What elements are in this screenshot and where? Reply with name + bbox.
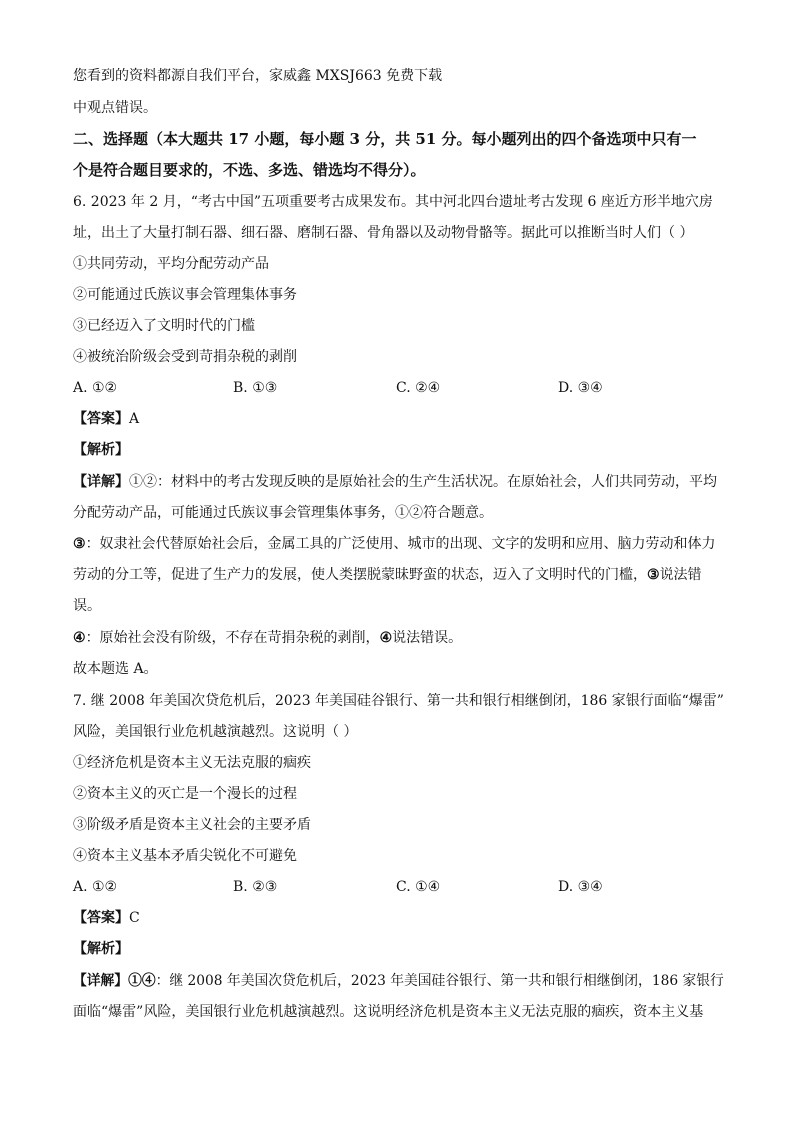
q7-answer-label: 【答案】 [73,910,129,926]
q6-detail-text3: ：奴隶社会代替原始社会后，金属工具的广泛使用、城市的出现、文字的发明和应用、脑力劳动和体力 [85,536,716,552]
q6-detail-line4 [73,565,702,585]
q7-option-b: B. ②③ [233,879,278,895]
q6-analysis [73,440,129,460]
q6-detail-line5: 误。 [73,598,101,614]
q7-detail-mark: ①④ [128,973,156,989]
q6-item-4: ④被统治阶级会受到苛捐杂税的剥削 [73,349,297,365]
q6-option-a: A. ①② [73,380,118,396]
q7-detail-line2: 面临“爆雷”风险，美国银行业危机越演越烈。这说明经济危机是资本主义无法克服的痼疾，资本主义基 [73,1004,704,1020]
q7-item-3: ③阶级矛盾是资本主义社会的主要矛盾 [73,817,311,833]
q6-detail-line6 [73,628,462,648]
q6-answer-label: 【答案】 [73,411,129,427]
q6-detail-text6: ：原始社会没有阶级，不存在苛捐杂税的剥削， [85,630,380,646]
q6-detail-label: 【详解】 [73,474,129,490]
q6-detail-mark4: ③ [647,567,660,583]
q6-stem-line2: 址，出土了大量打制石器、细石器、磨制石器、骨角器以及动物骨骼等。据此可以推断当时人们（ ） [73,225,694,241]
q7-detail-label: 【详解】 [73,973,129,989]
q6-conclusion: 故本题选 A。 [73,661,158,677]
q6-options [0,378,794,398]
watermark-text: 您看到的资料都源自我们平台，家威鑫 MXSJ663 免费下载 [73,68,443,84]
q6-answer [73,409,139,429]
q6-detail-text4-end: 说法错 [659,567,702,583]
q7-item-4: ④资本主义基本矛盾尖锐化不可避免 [73,848,297,864]
q7-item-2: ②资本主义的灭亡是一个漫长的过程 [73,786,297,802]
q6-detail-mark3: ③ [73,536,86,552]
q7-item-1: ①经济危机是资本主义无法克服的痼疾 [73,755,311,771]
q6-item-2: ②可能通过氏族议事会管理集体事务 [73,287,297,303]
q6-option-b: B. ①③ [233,380,278,396]
q6-analysis-label: 【解析】 [73,442,129,458]
q6-answer-value: A [129,411,140,427]
q7-detail-text1: ：继 2008 年美国次贷危机后，2023 年美国硅谷银行、第一共和银行相继倒闭，186 家银行 [155,973,724,989]
section-heading-line1: 二、选择题（本大题共 17 小题，每小题 3 分，共 51 分。每小题列出的四个备选项中只有一 [73,130,697,148]
q7-detail-line1 [73,971,724,991]
q7-analysis-label: 【解析】 [73,941,129,957]
q7-answer-value: C [129,910,140,926]
q7-stem-line2: 风险，美国银行业危机越演越烈。这说明（ ） [73,724,358,740]
q7-stem-line1: 7. 继 2008 年美国次贷危机后，2023 年美国硅谷银行、第一共和银行相继倒闭，186 家银行面临“爆雷” [73,693,724,709]
q6-detail-mark6: ④ [73,630,86,646]
q7-option-a: A. ①② [73,879,118,895]
q7-answer [73,908,140,928]
section-heading-line2: 个是符合题目要求的，不选、多选、错选均不得分）。 [73,161,426,179]
q6-item-1: ①共同劳动，平均分配劳动产品 [73,256,269,272]
q7-options [0,877,794,897]
q6-detail-text4: 劳动的分工等，促进了生产力的发展，使人类摆脱蒙昧野蛮的状态，迈入了文明时代的门槛， [73,567,647,583]
q6-detail-line3 [73,534,716,554]
q7-option-c: C. ①④ [396,879,441,895]
previous-answer-tail: 中观点错误。 [73,100,157,116]
q6-stem-line1: 6. 2023 年 2 月，“考古中国”五项重要考古成果发布。其中河北四台遗址考古发现 6 座近方形半地穴房 [73,194,713,210]
q6-option-c: C. ②④ [396,380,441,396]
q6-detail-text1: ①②：材料中的考古发现反映的是原始社会的生产生活状况。在原始社会，人们共同劳动，平均 [129,474,717,490]
q6-detail-mark6b: ④ [379,630,393,646]
q6-option-d: D. ③④ [558,380,603,396]
q6-detail-text6-end: 说法错误。 [392,630,463,646]
q7-option-d: D. ③④ [558,879,603,895]
q6-detail-line1 [73,472,717,492]
q6-item-3: ③已经迈入了文明时代的门槛 [73,318,255,334]
q7-analysis [73,939,129,959]
q6-detail-line2: 分配劳动产品，可能通过氏族议事会管理集体事务，①②符合题意。 [73,505,493,521]
